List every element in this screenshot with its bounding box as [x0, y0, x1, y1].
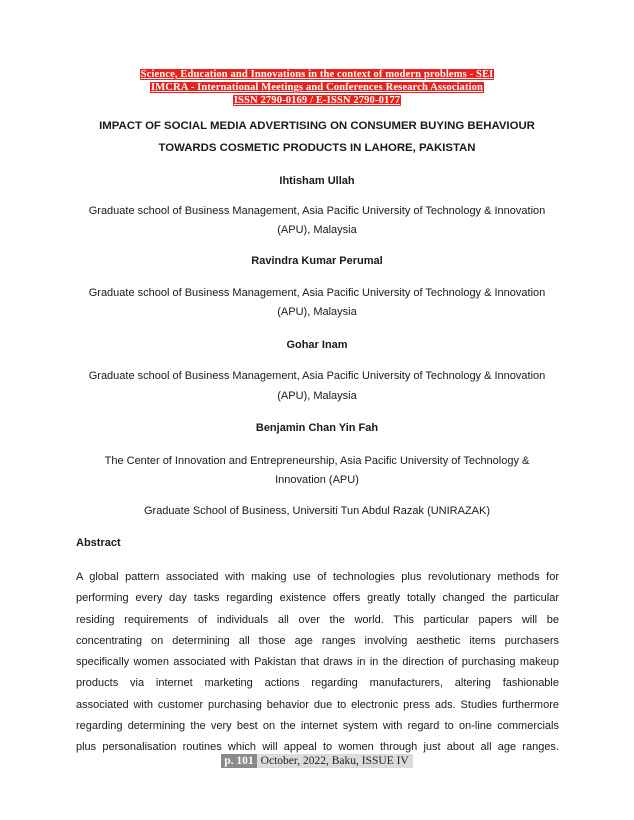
- abstract-heading: Abstract: [76, 537, 121, 549]
- author-affiliation: (APU), Malaysia: [277, 306, 357, 318]
- author-name: Ihtisham Ullah: [279, 175, 355, 187]
- abstract-line: regarding determining the very best on the internet system with regard to on-line commercials: [76, 720, 559, 733]
- journal-banner-line-2: IMCRA - International Meetings and Conferences Research Association: [150, 82, 484, 93]
- author-affiliation: (APU), Malaysia: [277, 224, 357, 236]
- journal-banner-line-3: ISSN 2790-0169 / E-ISSN 2790-0177: [233, 95, 401, 106]
- journal-banner-line-1: Science, Education and Innovations in the context of modern problems - SEI: [140, 69, 494, 80]
- abstract-line: residing requirements of individuals all over the world. This particular papers will be: [76, 613, 559, 626]
- author-name: Ravindra Kumar Perumal: [251, 255, 383, 267]
- abstract-line: products via internet marketing actions regarding manufacturers, altering fashionable: [76, 677, 559, 690]
- issue-date: October, 2022, Baku, ISSUE IV: [257, 754, 413, 768]
- author-affiliation: Graduate school of Business Management, Asia Pacific University of Technology & Innovation: [88, 205, 546, 217]
- abstract-line: concentrating on determining all those age ranges involving aesthetic items purchasers: [76, 634, 559, 647]
- author-affiliation: Graduate school of Business Management, Asia Pacific University of Technology & Innovation: [88, 370, 546, 382]
- abstract-line: specifically women associated with Pakistan that draws in in the direction of purchasing makeup: [76, 656, 559, 669]
- page-number: p. 101: [221, 754, 256, 768]
- abstract-line: performing every day tasks regarding existence offers greatly totally changed the particular: [76, 592, 559, 605]
- author-affiliation: Innovation (APU): [275, 474, 359, 486]
- author-name: Gohar Inam: [286, 339, 348, 351]
- abstract-line: A global pattern associated with making use of technologies plus revolutionary methods for: [76, 571, 559, 583]
- abstract-body: [76, 567, 559, 759]
- page-footer: [0, 755, 634, 767]
- author-affiliation: Graduate School of Business, Universiti Tun Abdul Razak (UNIRAZAK): [143, 505, 491, 517]
- paper-title-line-2: TOWARDS COSMETIC PRODUCTS IN LAHORE, PAKISTAN: [158, 142, 476, 154]
- paper-title-line-1: IMPACT OF SOCIAL MEDIA ADVERTISING ON CONSUMER BUYING BEHAVIOUR: [99, 120, 535, 132]
- author-affiliation: The Center of Innovation and Entrepreneurship, Asia Pacific University of Technology &: [104, 455, 530, 467]
- author-affiliation: (APU), Malaysia: [277, 390, 357, 402]
- abstract-line: associated with customer purchasing behavior due to electronic press ads. Studies furthermore: [76, 698, 559, 711]
- author-affiliation: Graduate school of Business Management, Asia Pacific University of Technology & Innovation: [88, 287, 546, 299]
- abstract-line: plus personalisation routines which will appeal to women through just about all age ranges.: [76, 741, 559, 754]
- author-name: Benjamin Chan Yin Fah: [255, 422, 379, 434]
